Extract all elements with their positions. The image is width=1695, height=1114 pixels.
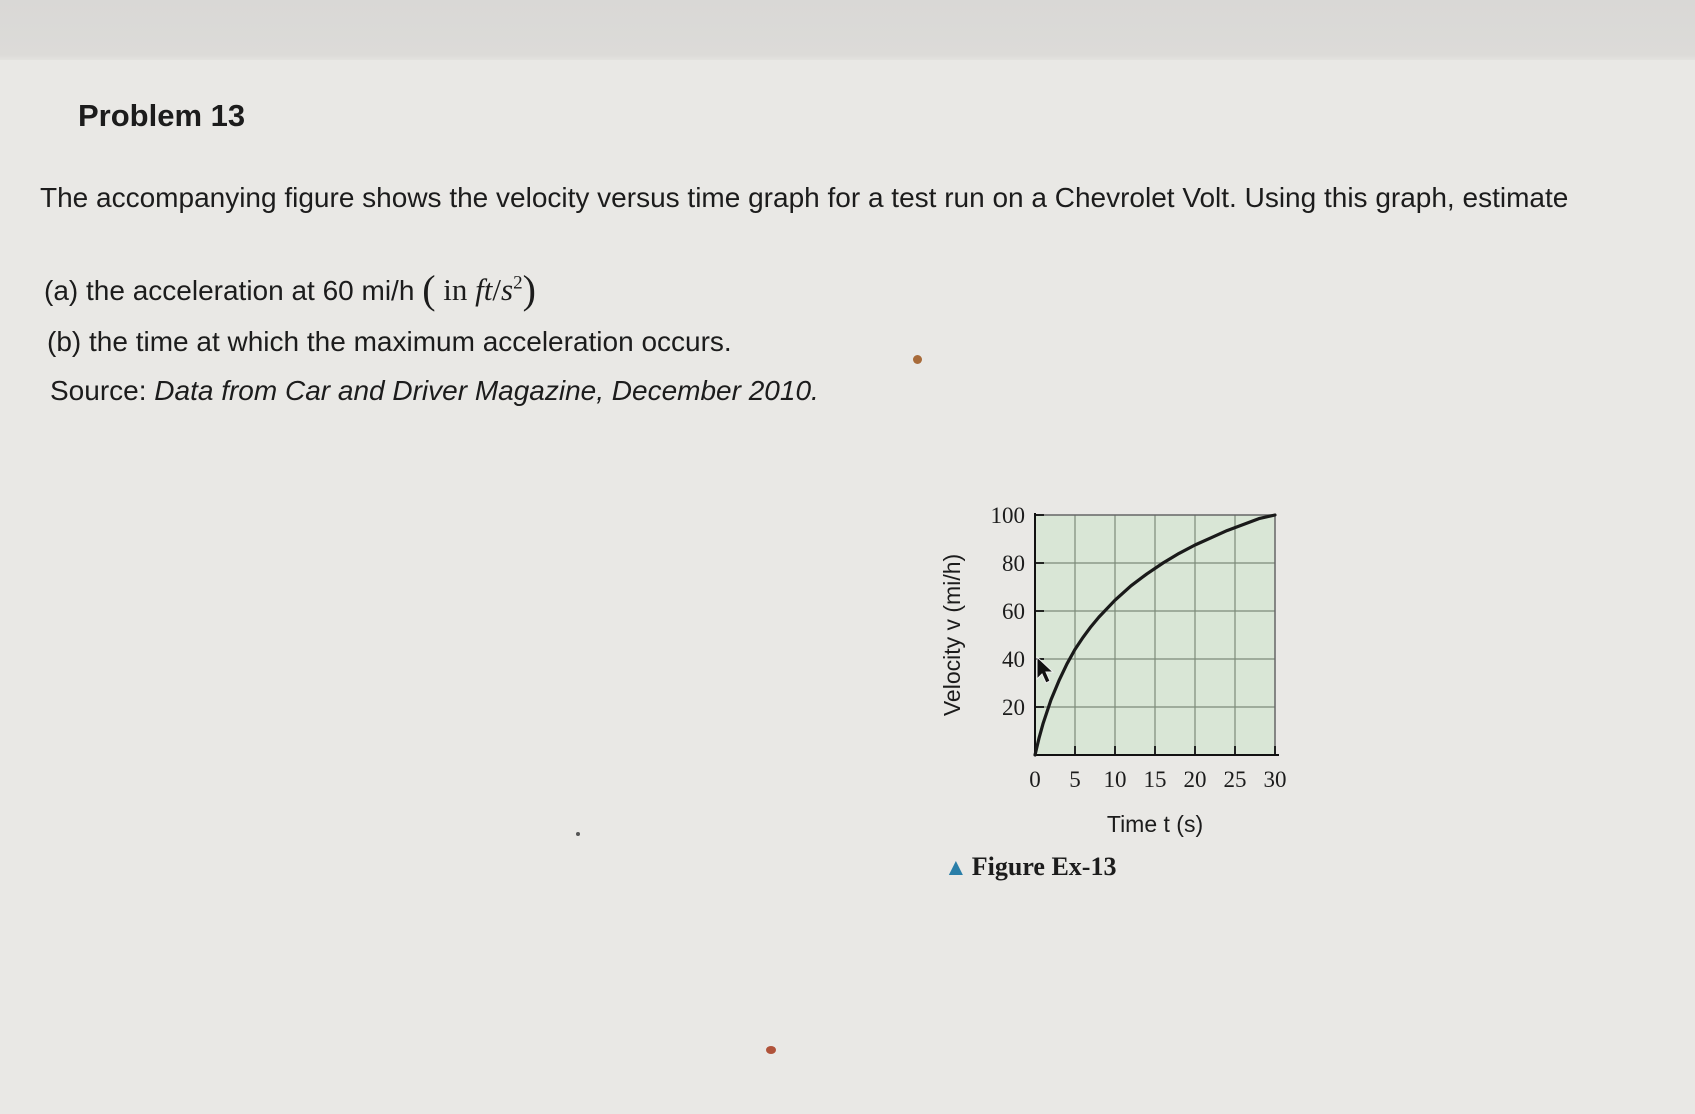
x-tick-label: 30 — [1263, 767, 1287, 792]
x-tick-label: 5 — [1069, 767, 1081, 792]
figure-caption — [944, 852, 1116, 882]
problem-title: Problem 13 — [78, 98, 246, 133]
y-tick-label: 20 — [1002, 695, 1025, 720]
x-tick-label: 10 — [1103, 767, 1127, 792]
x-tick-label: 0 — [1029, 767, 1041, 792]
y-axis-label: Velocity v (mi/h) — [939, 553, 965, 717]
caption-text: Figure Ex-13 — [971, 852, 1117, 881]
x-tick-label: 25 — [1223, 767, 1247, 792]
y-tick-label: 60 — [1002, 599, 1025, 624]
source-text: Data from Car and Driver Magazine, December 2010. — [154, 375, 819, 406]
x-tick-label: 15 — [1143, 767, 1167, 792]
source-line — [50, 375, 819, 407]
units-ft: ft — [475, 272, 493, 307]
x-tick-label: 20 — [1183, 767, 1207, 792]
units-in: in — [443, 272, 468, 307]
y-tick-label: 40 — [1002, 647, 1025, 672]
y-tick-label: 80 — [1002, 551, 1025, 576]
units-exp: 2 — [513, 272, 523, 294]
x-axis-label: Time t (s) — [1106, 811, 1204, 837]
part-a-text: (a) the acceleration at 60 mi/h — [44, 275, 415, 306]
velocity-chart — [930, 495, 1300, 855]
stray-dot — [766, 1046, 776, 1054]
y-tick-label: 100 — [990, 503, 1025, 528]
units-s: s — [501, 272, 514, 307]
stray-dot — [913, 355, 922, 364]
part-a — [44, 266, 536, 313]
source-label: Source: — [50, 375, 147, 406]
page-sheet — [0, 60, 1695, 1114]
caption-marker-icon: ▲ — [944, 855, 968, 881]
part-b: (b) the time at which the maximum acceleration occurs. — [47, 326, 732, 357]
part-a-units: ( in $ft/s^2$) — [422, 267, 536, 312]
problem-intro: The accompanying figure shows the velocity versus time graph for a test run on a Chevrolet Volt. Using this graph, estimate — [40, 182, 1569, 213]
stray-dot — [576, 832, 580, 836]
